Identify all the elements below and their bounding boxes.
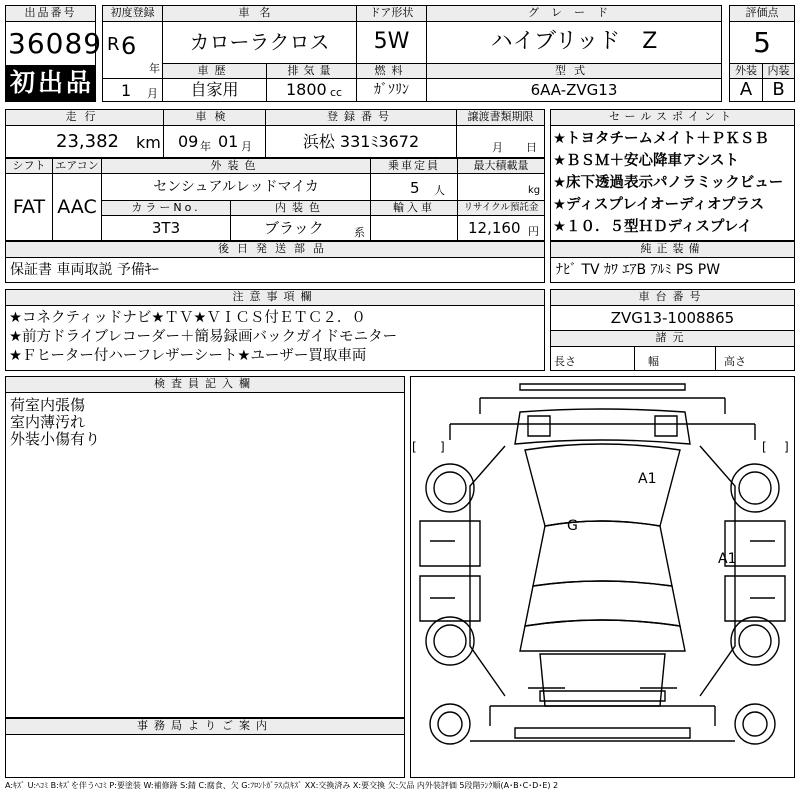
width-label: 幅 (648, 355, 659, 368)
bracket-mark: ] (784, 440, 789, 454)
chassis-label: 車台番号 (550, 289, 795, 306)
capacity-value: 5 (410, 179, 420, 197)
lot-number: 36089 (8, 27, 103, 60)
interior-value: B (772, 79, 785, 100)
damage-mark: A1 (638, 471, 657, 487)
transfer-day: 日 (526, 141, 537, 154)
bracket-mark: [ (412, 440, 417, 454)
model-value: 6AA-ZVG13 (530, 81, 618, 99)
transfer-label: 譲渡書類期限 (456, 109, 545, 126)
recycle-unit: 円 (528, 225, 539, 238)
insp-month: 01 (218, 132, 239, 151)
inspection-label: 車検 (163, 109, 266, 126)
exterior-label: 外装 (729, 63, 763, 79)
capacity-label: 乗車定員 (370, 158, 458, 174)
recycle-label: リサイクル預託金 (457, 200, 545, 216)
ac-label: エアコン (52, 158, 102, 174)
later-parts-value: 保証書 車両取説 予備ｷｰ (10, 262, 159, 278)
fuel-label: 燃料 (356, 63, 427, 79)
car-name-label: 車名 (162, 5, 357, 22)
load-label: 最大積載量 (457, 158, 545, 174)
dims-label: 諸元 (550, 330, 795, 347)
bracket-mark: [ (762, 440, 767, 454)
interior-color-value: ブラック (264, 219, 324, 237)
inspector-label: 検査員記入欄 (5, 376, 405, 393)
equipment-value: ﾅﾋﾞ TV ｶﾜ ｴｱB ｱﾙﾐ PS PW (556, 262, 721, 278)
note-line: ★前方ドライブレコーダー＋簡易録画バックガイドモニター (9, 329, 398, 345)
transfer-month: 月 (492, 141, 503, 154)
chassis-number: ZVG13-1008865 (610, 309, 735, 327)
bracket-mark: ] (440, 440, 445, 454)
insp-year-unit: 年 (200, 140, 211, 153)
era: R (107, 34, 120, 55)
history-label: 車歴 (162, 63, 267, 79)
load-unit: kg (528, 185, 541, 196)
grade-value: ハイブリッド Z (490, 29, 658, 54)
exterior-value: A (739, 79, 753, 100)
interior-color-label: 内装色 (230, 200, 371, 216)
color-value: センシュアルレッドマイカ (153, 179, 319, 195)
capacity-unit: 人 (434, 184, 445, 197)
shift-value: FAT (12, 196, 46, 218)
shift-label: シフト (5, 158, 53, 174)
car-diagram (410, 376, 795, 778)
office-label: 事務局よりご案内 (5, 718, 405, 735)
inspector-line: 荷室内張傷 (10, 396, 86, 414)
legend: A:ｷｽﾞ U:ﾍｺﾐ B:ｷｽﾞを伴うﾍｺﾐ P:要塗装 W:補修跡 S:錆 C:腐食、欠 G:ﾌﾛﾝﾄｶﾞﾗｽ点ｷｽﾞ XX:交換済み X:要交換 欠:欠品 内外装評価 5段階ﾗﾝｸ順(A･B･C･D･E) 2 (5, 781, 559, 790)
interior-color-suffix: 系 (354, 226, 365, 239)
sales-point: ★ディスプレイオーディオプラス (553, 197, 765, 213)
displacement-label: 排気量 (266, 63, 357, 79)
score-label: 評価点 (729, 5, 795, 22)
month-unit: 月 (147, 87, 158, 100)
door-label: ドア形状 (356, 5, 427, 22)
interior-label: 内装 (762, 63, 795, 79)
first-listing-text: 初出品 (10, 68, 95, 97)
import-box (370, 215, 458, 241)
insp-year: 09 (178, 132, 199, 151)
color-no-value: 3T3 (151, 219, 181, 237)
note-line: ★コネクティッドナビ★ＴＶ★ＶＩＣＳ付ＥＴＣ２．０ (9, 310, 366, 326)
displacement-value: 1800 (286, 80, 327, 99)
color-no-label: カラーNo. (101, 200, 231, 216)
mileage-label: 走行 (5, 109, 164, 126)
grade-label: グレード (426, 5, 722, 22)
later-parts-label: 後日発送部品 (5, 241, 545, 258)
model-label: 型式 (426, 63, 722, 79)
height-label: 高さ (724, 355, 746, 368)
ac-value: AAC (57, 196, 97, 218)
reg-month: 1 (121, 81, 132, 100)
year-unit: 年 (149, 62, 160, 75)
score-value: 5 (753, 26, 771, 59)
door-value: 5W (373, 29, 410, 54)
lot-label: 出品番号 (5, 5, 96, 22)
reg-year: 6 (121, 32, 137, 60)
fuel-value: ｶﾞｿﾘﾝ (374, 82, 409, 98)
recycle-value: 12,160 (468, 219, 521, 237)
sales-point: ★１０．５型ＨＤディスプレイ (553, 219, 753, 235)
sales-point: ★トヨタチームメイト＋ＰＫＳＢ (553, 131, 769, 147)
equipment-label: 純正装備 (550, 241, 795, 258)
first-reg-label: 初度登録 (102, 5, 163, 22)
length-label: 長さ (554, 355, 576, 368)
damage-mark: G (567, 518, 578, 534)
history-value: 自家用 (190, 80, 239, 99)
inspector-line: 室内薄汚れ (10, 413, 86, 431)
mileage-unit: km (136, 133, 161, 152)
insp-month-unit: 月 (241, 140, 252, 153)
inspector-line: 外装小傷有り (10, 430, 101, 448)
color-label: 外装色 (101, 158, 371, 174)
office-box (5, 734, 405, 778)
mileage-value: 23,382 (56, 131, 119, 152)
note-line: ★Ｆヒーター付ハーフレザーシート★ユーザー買取車両 (9, 348, 367, 364)
notes-label: 注意事項欄 (5, 289, 545, 306)
reg-number: 浜松 331ﾐ3672 (302, 132, 420, 151)
car-name: カローラクロス (189, 30, 330, 54)
displacement-unit: cc (330, 86, 343, 99)
sales-point: ★床下透過表示パノラミックビュー (553, 175, 784, 191)
reg-number-label: 登録番号 (265, 109, 457, 126)
sales-point: ★ＢＳＭ＋安心降車アシスト (553, 153, 739, 169)
import-label: 輸入車 (370, 200, 458, 216)
width-box (634, 346, 716, 371)
sales-label: セールスポイント (550, 109, 795, 126)
damage-mark: A1 (718, 551, 737, 567)
